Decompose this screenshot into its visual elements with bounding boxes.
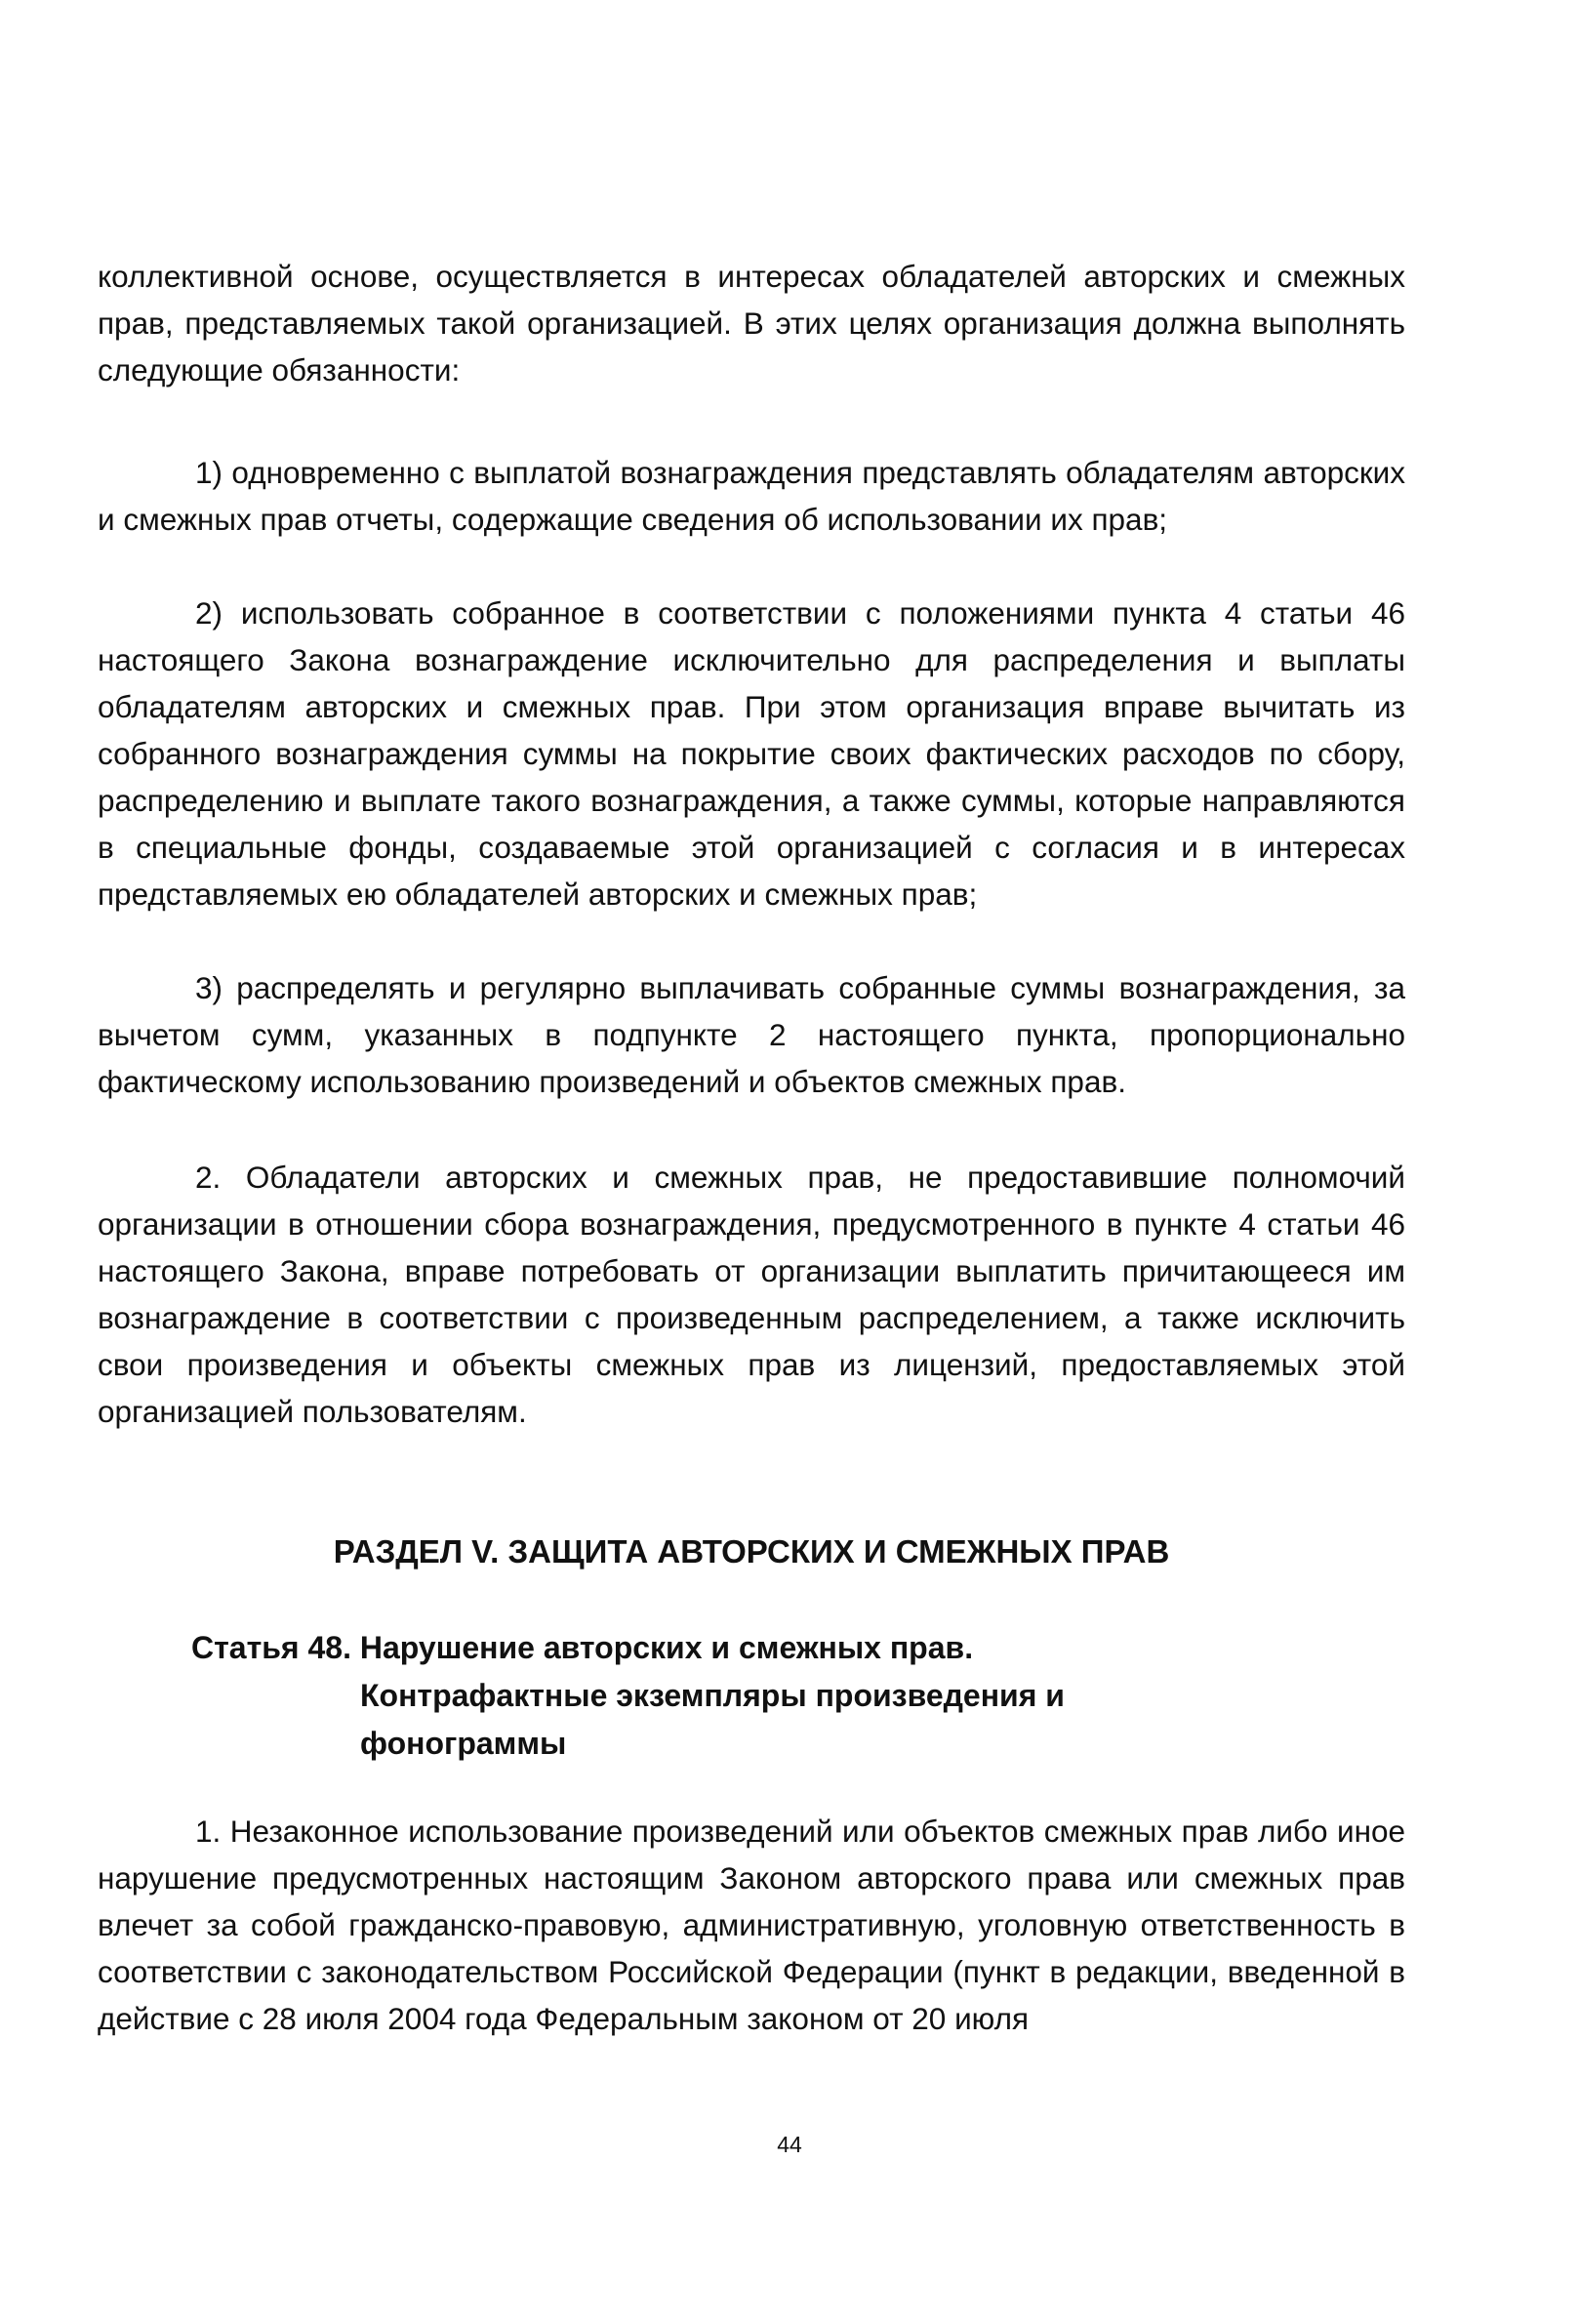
paragraph-point-2: 2. Обладатели авторских и смежных прав, не предоставившие полномочий организации в отношении сбора вознаграждения, предусмотренного в пункте 4 статьи 46 настоящего Закона, вправе потребовать от организации выплатить причитающееся им вознаграждение в соответствии с произведенным распределением, а также исключить свои произведения и объекты смежных прав из лицензий, предоставляемых этой организацией пользователям. (98, 1160, 1405, 1429)
page-number: 44 (777, 2132, 802, 2157)
article-title-line-2: Контрафактные экземпляры произведения и (360, 1678, 1065, 1713)
paragraph-item-2: 2) использовать собранное в соответствии с положениями пункта 4 статьи 46 настоящего Закона вознаграждение исключительно для распределения и выплаты обладателям авторских и смежных прав. При этом организация вправе вычитать из собранного вознаграждения суммы на покрытие своих фактических расходов по сбору, распределению и выплате такого вознаграждения, а также суммы, которые направляются в специальные фонды, создаваемые этой организацией с согласия и в интересах представляемых ею обладателей авторских и смежных прав; (98, 595, 1405, 912)
paragraph-item-1: 1) одновременно с выплатой вознаграждения представлять обладателям авторских и смежных прав отчеты, содержащие сведения об использовании их прав; (98, 455, 1405, 537)
paragraph-article-48-point-1: 1. Незаконное использование произведений или объектов смежных прав либо иное нарушение предусмотренных настоящим Законом авторского права или смежных прав влечет за собой гражданско-правовую, административную, уголовную ответственность в соответствии с законодательством Российской Федерации (пункт в редакции, введенной в действие с 28 июля 2004 года Федеральным законом от 20 июля (98, 1814, 1405, 2036)
article-title-line-1: Статья 48. Нарушение авторских и смежных прав. (191, 1630, 974, 1665)
section-heading: РАЗДЕЛ V. ЗАЩИТА АВТОРСКИХ И СМЕЖНЫХ ПРАВ (333, 1533, 1170, 1570)
paragraph-item-3: 3) распределять и регулярно выплачивать собранные суммы вознаграждения, за вычетом сумм, указанных в подпункте 2 настоящего пункта, пропорционально фактическому использованию произведений и объектов смежных прав. (98, 970, 1405, 1099)
article-title (191, 1624, 1167, 1768)
paragraph-intro: коллективной основе, осуществляется в интересах обладателей авторских и смежных прав, представляемых такой организацией. В этих целях организация должна выполнять следующие обязанности: (98, 259, 1405, 387)
article-title-line-3: фонограммы (360, 1726, 567, 1761)
